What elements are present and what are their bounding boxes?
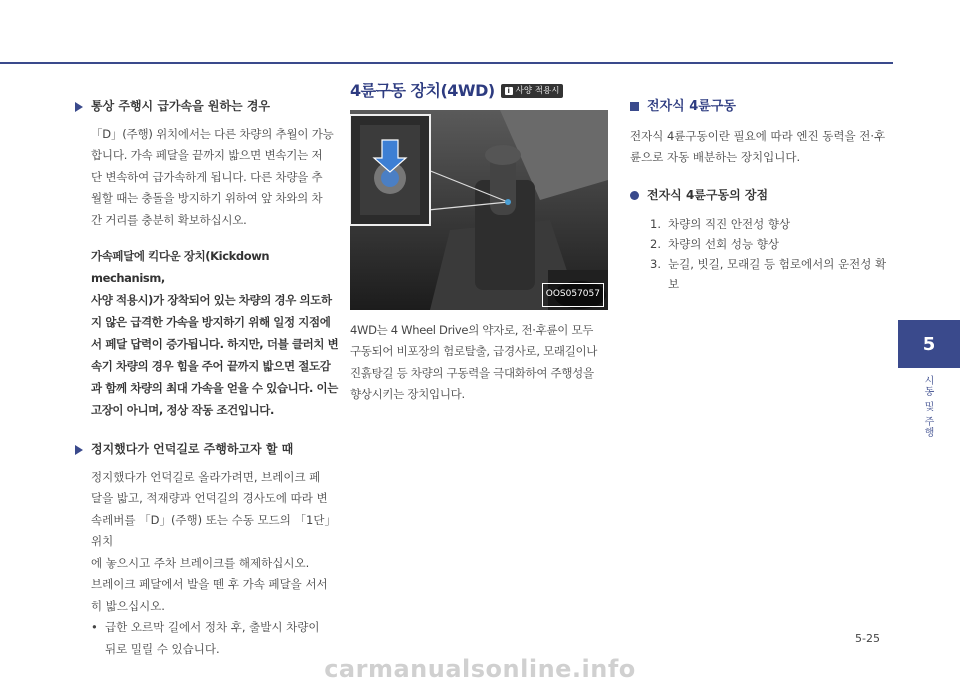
list-item: 3. 눈길, 빗길, 모래길 등 험로에서의 운전성 확보 — [650, 257, 887, 291]
chapter-label: 시동 및 주행 — [922, 375, 933, 439]
page-number: 5-25 — [855, 632, 880, 645]
photo-code: OOS057057 — [542, 283, 604, 307]
option-badge: i 사양 적용시 — [501, 84, 564, 98]
chapter-tab[interactable]: 5 — [898, 320, 960, 368]
section-heading-hill-start: 정지했다가 언덕길로 주행하고자 할 때 — [75, 439, 345, 461]
4wd-description: 4WD는 4 Wheel Drive의 약자로, 전·후륜이 모두 구동되어 비포장의 험로탈출, 급경사로, 모래길이나 진흙탕길 등 차량의 구동력을 극대화하여 주행성을 향상시키는 장치입니다. — [350, 322, 598, 401]
triangle-bullet-icon — [75, 445, 83, 455]
column-middle — [350, 80, 610, 406]
kickdown-note: 가속페달에 킥다운 장치(Kickdown mechanism, 사양 적용시)가 장착되어 있는 차량의 경우 의도하 지 않은 급격한 가속을 방지하기 위해 일정 지점에 서 페달 답력이 증가됩니다. 하지만, 더블 클러치 변 속기 차량의 경우 힘을 주어 끝까지 밟으면 절도감 과 함께 차량의 최대 가속을 얻을 수 있습니다. 이는 고장이 아니며, 정상 작동 조건입니다. — [91, 249, 339, 417]
advantages-heading: 전자식 4륜구동의 장점 — [630, 185, 890, 207]
section-title: 4륜구동 장치(4WD) — [350, 81, 495, 100]
list-item: 2. 차량의 선회 성능 향상 — [650, 237, 779, 251]
top-rule — [0, 62, 893, 64]
column-left — [75, 96, 345, 660]
triangle-bullet-icon — [75, 102, 83, 112]
acceleration-paragraph: 「D」(주행) 위치에서는 다른 차량의 추월이 가능 합니다. 가속 페달을 끝까지 밟으면 변속기는 저 단 변속하여 급가속하게 됩니다. 다른 차량을 추 월할 때는 충돌을 방지하기 위하여 앞 차와의 차 간 거리를 충분히 확보하십시오. — [91, 126, 334, 227]
section-heading-acceleration: 통상 주행시 급가속을 원하는 경우 — [75, 96, 345, 118]
list-item: 1. 차량의 직진 안전성 향상 — [650, 217, 791, 231]
info-icon: i — [505, 87, 513, 95]
gear-shifter-photo — [350, 110, 608, 310]
gear-shifter-photo-graphic — [350, 110, 608, 310]
column-right — [630, 96, 890, 294]
circle-bullet-icon — [630, 191, 639, 200]
electronic-4wd-description: 전자식 4륜구동이란 필요에 따라 엔진 동력을 전·후 륜으로 자동 배분하는 장치입니다. — [630, 128, 886, 164]
watermark: carmanualsonline.info — [324, 655, 636, 683]
electronic-4wd-heading: 전자식 4륜구동 — [630, 96, 890, 118]
square-bullet-icon — [630, 102, 639, 111]
hill-start-paragraph: 정지했다가 언덕길로 올라가려면, 브레이크 페 달을 밟고, 적재량과 언덕길의 경사도에 따라 변 속레버를 「D」(주행) 또는 수동 모드의 「1단」 위치 에 놓으시고 주차 브레이크를 해제하십시오. 브레이크 페달에서 발을 뗀 후 가속 페달을 서서 히 밟으십시오. — [91, 469, 336, 613]
hill-start-bullet: • 급한 오르막 길에서 정차 후, 출발시 차량이 뒤로 밀릴 수 있습니다. — [91, 620, 320, 656]
section-title-row — [350, 80, 610, 102]
